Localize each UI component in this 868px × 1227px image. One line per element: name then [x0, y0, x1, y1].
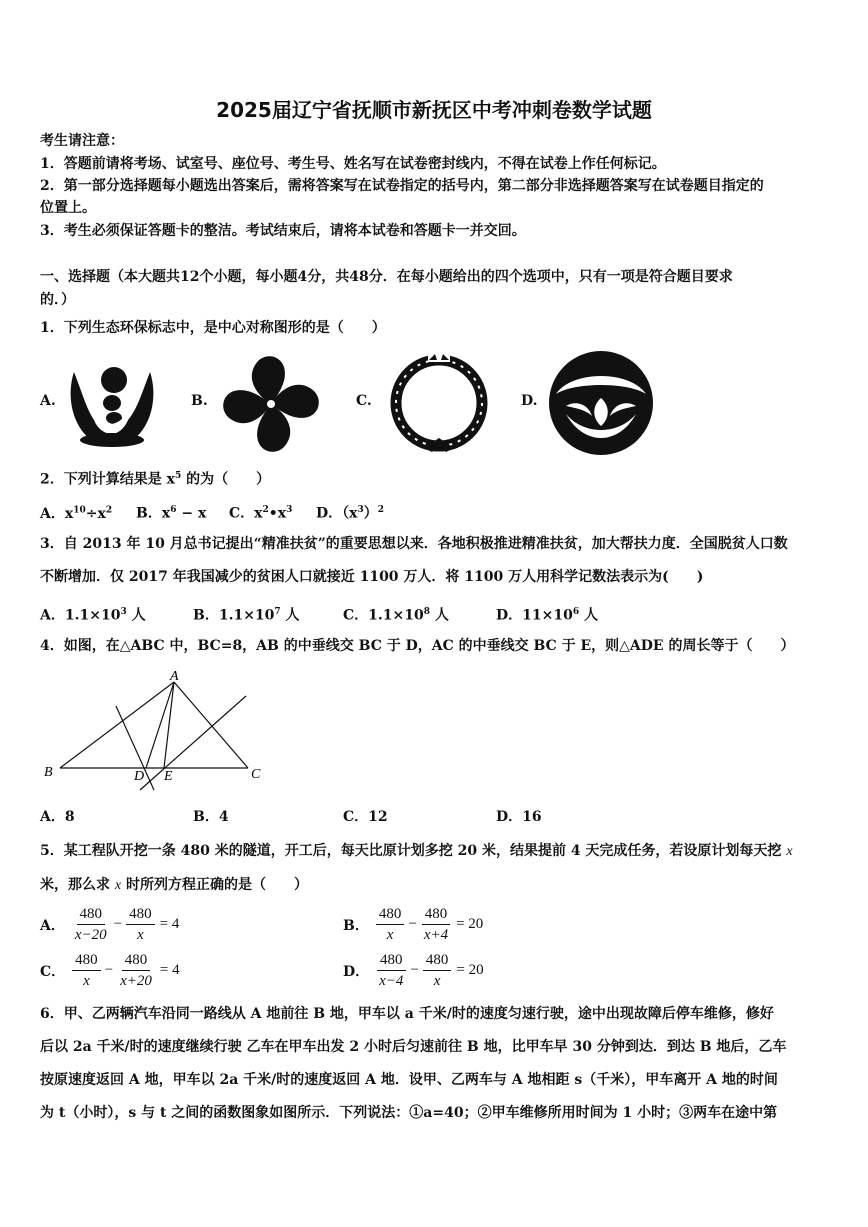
question-6-line-2: 后以 2a 千米/时的速度继续行驶 乙车在甲车出发 2 小时后匀速前往 B 地，比甲车早 30 分钟到达．到达 B 地后，乙车 — [40, 1039, 787, 1055]
question-4-stem: 4．如图，在△ABC 中，BC=8，AB 的中垂线交 BC 于 D，AC 的中垂线交 BC 于 E，则△ADE 的周长等于（ ） — [40, 638, 795, 654]
q3-option-c: C．$1.1\times 10^8$ 人 — [343, 607, 449, 624]
q3-option-a: A．$1.1\times 10^3$ 人 — [40, 607, 146, 624]
q5-option-d: D． $\frac{480}{x-4}$ − $\frac{480}{x}$ = 20 — [343, 952, 484, 989]
question-2-stem: 2．下列计算结果是 $x^5$ 的为（ ） — [40, 471, 271, 488]
q4-option-c: C．12 — [343, 809, 388, 825]
q4-option-d: D．16 — [496, 809, 542, 825]
question-6-line-3: 按原速度返回 A 地，甲车以 2a 千米/时的速度返回 A 地．设甲、乙两车与 A 地相距 s（千米），甲车离开 A 地的时间 — [40, 1072, 778, 1088]
notice-item-2: 2．第一部分选择题每小题选出答案后，需将答案写在试卷指定的括号内，第二部分非选择题答案写在试卷题目指定的 — [40, 178, 764, 194]
q1-option-c-label: C. — [356, 393, 372, 409]
point-d-label: D — [134, 769, 145, 784]
question-3-line-2: 不断增加．仅 2017 年我国减少的贫困人口就接近 1100 万人．将 1100 万人用科学记数法表示为( ) — [40, 569, 704, 585]
q4-option-a: A．8 — [40, 809, 75, 825]
question-6-line-1: 6．甲、乙两辆汽车沿同一路线从 A 地前往 B 地，甲车以 a 千米/时的速度匀速行驶，途中出现故障后停车维修，修好 — [40, 1006, 774, 1022]
notice-item-2-cont: 位置上。 — [40, 200, 96, 216]
q5-option-c: C． $\frac{480}{x}$ − $\frac{480}{x+20}$ = 4 — [40, 952, 180, 989]
q2-option-a: A．$x^{10}\div x^2$ — [40, 505, 113, 522]
eco-logo-b-icon — [214, 347, 328, 461]
eco-logo-a-icon — [64, 358, 160, 454]
q2-options — [40, 499, 112, 525]
q4-option-b: B．4 — [193, 809, 229, 825]
question-6-line-4: 为 t（小时），s 与 t 之间的函数图象如图所示．下列说法：①a=40；②甲车维修所用时间为 1 小时；③两车在途中第 — [40, 1105, 778, 1121]
notice-item-3: 3．考生必须保证答题卡的整洁。考试结束后，请将本试卷和答题卡一并交回。 — [40, 223, 526, 239]
eco-logo-d-icon — [548, 350, 654, 456]
question-3-line-1: 3．自 2013 年 10 月总书记提出“精准扶贫”的重要思想以来．各地积极推进精准扶贫，加大帮扶力度．全国脱贫人口数 — [40, 536, 788, 552]
section-heading: 一、选择题（本大题共12个小题，每小题4分，共48分．在每小题给出的四个选项中，只有一项是符合题目要求 — [40, 269, 733, 285]
question-5-line-2: 米，那么求 x 时所列方程正确的是（ ） — [40, 877, 308, 893]
vertex-b-label: B — [44, 765, 53, 780]
section-heading-cont: 的．） — [40, 292, 75, 308]
q2-option-d: D．$(x^3)^2$ — [316, 505, 385, 522]
q2-option-c: C．$x^2•x^3$ — [229, 505, 293, 522]
q1-option-b-label: B. — [191, 393, 208, 409]
triangle-figure — [40, 668, 266, 792]
q2-option-b: B．$x^6 - x$ — [136, 505, 207, 522]
q5-option-b: B． $\frac{480}{x}$ − $\frac{480}{x+4}$ = 20 — [343, 906, 484, 943]
q3-option-b: B．$1.1\times 10^7$ 人 — [193, 607, 300, 624]
point-e-label: E — [164, 769, 173, 784]
q1-option-d-label: D. — [521, 393, 538, 409]
q1-option-a-label: A. — [40, 393, 56, 409]
vertex-c-label: C — [251, 767, 261, 782]
question-5-line-1: 5．某工程队开挖一条 480 米的隧道，开工后，每天比原计划多挖 20 米，结果提前 4 天完成任务，若设原计划每天挖 x — [40, 843, 793, 859]
wreath-logo-c-icon — [384, 348, 494, 458]
notice-item-1: 1．答题前请将考场、试室号、座位号、考生号、姓名写在试卷密封线内，不得在试卷上作任何标记。 — [40, 156, 666, 172]
page-title: 2025届辽宁省抚顺市新抚区中考冲刺卷数学试题 — [216, 98, 652, 122]
question-1-stem: 1．下列生态环保标志中，是中心对称图形的是（ ） — [40, 320, 386, 336]
q3-option-d: D．$11\times 10^6$ 人 — [496, 607, 598, 624]
notice-heading: 考生请注意： — [40, 133, 124, 149]
q5-option-a: A． $\frac{480}{x-20}$ − $\frac{480}{x}$ = 4 — [40, 906, 180, 943]
vertex-a-label: A — [170, 669, 179, 684]
